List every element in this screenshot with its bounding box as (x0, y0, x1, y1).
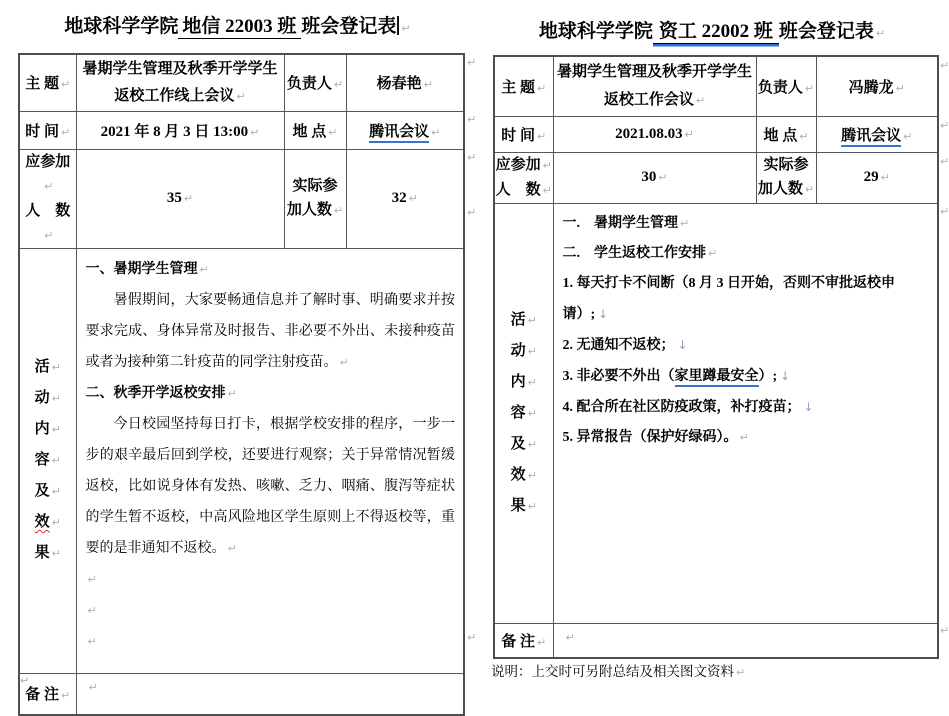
place-value (346, 111, 464, 149)
footer-note: 说明：上交时可另附总结及相关图文资料 ↵ (491, 664, 746, 679)
pilcrow-mark: ↵ (250, 125, 260, 139)
pilcrow-mark: ↵ (565, 630, 575, 644)
pilcrow-mark: ↵ (431, 125, 441, 139)
pilcrow-mark: ↵ (328, 125, 338, 139)
pilcrow-mark: ↵ (401, 22, 411, 35)
pilcrow-mark: ↵ (804, 81, 815, 95)
pilcrow-mark: ↵ (51, 485, 61, 498)
pilcrow-mark: ↵ (408, 192, 418, 205)
pilcrow-mark: ↵ (542, 158, 552, 172)
place-label: 地 点 ↵ (756, 116, 816, 152)
subject-value: 暑期学生管理及秋季开学学生 返校工作会议 ↵ (553, 56, 756, 116)
subject-value: 暑期学生管理及秋季开学学生 返校工作线上会议 ↵ (76, 54, 284, 111)
right-registration-table (493, 55, 939, 659)
school-name: 地球科学学院 (64, 16, 179, 37)
school-name: 地球科学学院 (538, 21, 653, 42)
subject-label: 主 题 ↵ (494, 56, 553, 116)
spellcheck-flagged-char: 效 (34, 514, 50, 530)
activity-content: 一. 暑期学生管理 ↵ 二. 学生返校工作安排 ↵ 1. 每天打卡不间断（8 月 3 日开始，否则不审批返校申请）; ↓ 2. 无通知不返校； ↓ 3. 非必要不外出（家里蹲最安全）; ↓ 4. 配合所在社区防疫政策，补打疫苗； ↓ 5. 异常报告（保护好绿码）。 ↵ (553, 203, 938, 623)
pilcrow-mark: ↵ (44, 179, 54, 193)
pilcrow-mark: ↵ (895, 81, 905, 95)
leader-label: 负责人 ↵ (284, 54, 346, 111)
pilcrow-mark: ↵ (87, 572, 97, 586)
pilcrow-mark: ↵ (333, 78, 344, 92)
row-end-mark: ↵ (940, 59, 949, 72)
class-name-underlined: 地信 22003 班 (178, 16, 301, 39)
row-end-mark: ↵ (467, 206, 477, 219)
pilcrow-mark: ↵ (903, 129, 913, 143)
left-form-title (0, 11, 475, 38)
leader-name: 杨春艳 ↵ (346, 54, 464, 111)
activity-content: 一、暑期学生管理 ↵ 暑假期间，大家要畅通信息并了解时事、明确要求并按要求完成、身体异常及时报告、非必要不外出、未接种疫苗或者为接种第二针疫苗的同学注射疫苗。 ↵ 二、秋季开学返校安排 ↵ 今日校园坚持每日打卡，根据学校安排的程序，一步一步的艰辛最后回到学校，还要进行观察；关于异常情况暂缓返校，比如说身体有发热、咳嗽、乏力、咽痛、腹泻等症状的学生暂不返校，中高风险地区学生原则上不得返校等，重要的是非通知不返校。 ↵ ↵ ↵ ↵ (76, 248, 464, 673)
pilcrow-mark: ↵ (658, 171, 668, 184)
pilcrow-mark: ↵ (739, 430, 749, 444)
left-registration-table (18, 53, 465, 716)
row-end-mark: ↵ (940, 205, 949, 218)
pilcrow-mark: ↵ (527, 375, 537, 389)
pilcrow-mark: ↵ (799, 129, 809, 143)
pilcrow-mark: ↵ (88, 680, 98, 694)
pilcrow-mark: ↵ (527, 437, 537, 451)
pilcrow-mark: ↵ (684, 127, 694, 141)
remark-content (76, 673, 464, 715)
pilcrow-mark: ↵ (199, 262, 209, 276)
text-cursor (397, 16, 399, 35)
place-label: 地 点 ↵ (284, 111, 346, 149)
pilcrow-mark: ↵ (87, 634, 97, 648)
pilcrow-mark: ↵ (51, 516, 61, 529)
pilcrow-mark: ↵ (44, 228, 54, 242)
pilcrow-mark: ↵ (537, 81, 547, 95)
linebreak-mark: ↓ (677, 337, 688, 352)
pilcrow-mark: ↵ (20, 674, 30, 687)
pilcrow-mark: ↵ (183, 192, 194, 205)
pilcrow-mark: ↵ (527, 406, 537, 420)
pilcrow-mark: ↵ (227, 386, 237, 400)
expected-count: 30 ↵ (553, 152, 756, 203)
pilcrow-mark: ↵ (227, 541, 237, 555)
pilcrow-mark: ↵ (708, 246, 718, 260)
subject-label: 主 题 ↵ (19, 54, 76, 111)
tencent-meeting-link[interactable]: 腾讯会议 (369, 124, 429, 143)
place-value (816, 116, 938, 152)
linebreak-mark: ↓ (803, 399, 814, 414)
pilcrow-mark: ↵ (736, 666, 746, 679)
pilcrow-mark: ↵ (51, 547, 61, 560)
pilcrow-mark: ↵ (333, 204, 344, 217)
pilcrow-mark: ↵ (680, 216, 690, 230)
remark-content (553, 623, 938, 658)
row-end-mark: ↵ (467, 151, 477, 164)
pilcrow-mark: ↵ (87, 603, 97, 617)
row-end-mark: ↵ (940, 624, 949, 637)
tencent-meeting-link[interactable]: 腾讯会议 (841, 128, 901, 147)
pilcrow-mark: ↵ (51, 423, 61, 436)
actual-count: 29 ↵ (816, 152, 938, 203)
expected-count-label: 应参加↵ 人 数↵ (19, 149, 76, 248)
pilcrow-mark: ↵ (527, 499, 537, 513)
pilcrow-mark: ↵ (51, 361, 61, 374)
linebreak-mark: ↓ (780, 368, 791, 383)
title-suffix: 班会登记表 (301, 16, 397, 37)
linebreak-mark: ↓ (598, 306, 609, 321)
pilcrow-mark: ↵ (527, 313, 537, 327)
time-label: 时 间 ↵ (494, 116, 553, 152)
row-end-mark: ↵ (940, 119, 949, 132)
leader-label: 负责人 ↵ (756, 56, 816, 116)
pilcrow-mark: ↵ (61, 689, 71, 703)
actual-count-label: 实际参 加人数 ↵ (284, 149, 346, 248)
time-label: 时 间 ↵ (19, 111, 76, 149)
pilcrow-mark: ↵ (875, 27, 886, 40)
pilcrow-mark: ↵ (537, 635, 547, 649)
class-name-underlined: 资工 22002 班 (653, 21, 779, 44)
pilcrow-mark: ↵ (51, 454, 61, 467)
pilcrow-mark: ↵ (51, 392, 61, 405)
pilcrow-mark: ↵ (61, 78, 71, 92)
pilcrow-mark: ↵ (236, 89, 246, 103)
left-registration-form (0, 0, 477, 704)
leader-name: 冯腾龙 ↵ (816, 56, 938, 116)
remark-label: 备 注 ↵ (19, 673, 76, 715)
time-value: 2021 年 8 月 3 日 13:00 ↵ (76, 111, 284, 149)
pilcrow-mark: ↵ (527, 468, 537, 482)
expected-count-label: 应参加 ↵ 人 数 ↵ (494, 152, 553, 203)
pilcrow-mark: ↵ (804, 183, 815, 196)
pilcrow-mark: ↵ (695, 93, 706, 107)
pilcrow-mark: ↵ (880, 171, 890, 184)
activity-label: 活 ↵ 动 ↵ 内 ↵ 容 ↵ 及 ↵ 效 ↵ 果 ↵ (19, 248, 76, 673)
row-end-mark: ↵ (940, 155, 949, 168)
row-end-mark: ↵ (467, 113, 477, 126)
activity-label: 活 ↵ 动 ↵ 内 ↵ 容 ↵ 及 ↵ 效 ↵ 果 ↵ (494, 203, 553, 623)
expected-count: 35 ↵ (76, 149, 284, 248)
row-end-mark: ↵ (467, 56, 477, 69)
title-suffix: 班会登记表 (778, 21, 874, 42)
remark-label: 备 注 ↵ (494, 623, 553, 658)
pilcrow-mark: ↵ (527, 344, 537, 358)
pilcrow-mark: ↵ (537, 129, 547, 143)
actual-count: 32 ↵ (346, 149, 464, 248)
pilcrow-mark: ↵ (61, 125, 71, 139)
right-form-title (475, 16, 949, 43)
stay-home-link[interactable]: 家里蹲最安全 (675, 369, 759, 387)
pilcrow-mark: ↵ (339, 355, 349, 369)
time-value: 2021.08.03 ↵ (553, 116, 756, 152)
pilcrow-mark: ↵ (542, 183, 552, 197)
right-registration-form (475, 0, 949, 692)
row-end-mark: ↵ (467, 631, 477, 644)
pilcrow-mark: ↵ (423, 78, 433, 92)
actual-count-label: 实际参 加人数 ↵ (756, 152, 816, 203)
